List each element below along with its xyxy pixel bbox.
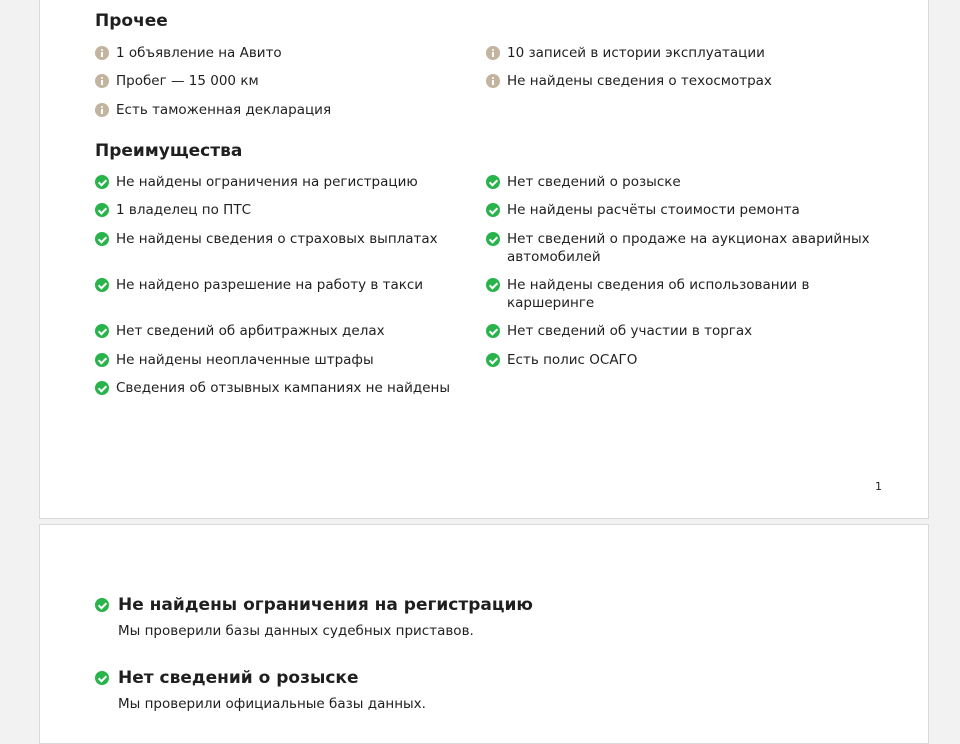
- advantage-item: [486, 351, 886, 369]
- info-icon: [95, 46, 109, 60]
- advantage-item: [95, 201, 465, 219]
- info-icon: [486, 74, 500, 88]
- advantage-item-text: Сведения об отзывных кампаниях не найдены: [116, 380, 451, 396]
- check-icon: [95, 671, 109, 685]
- other-item: [95, 72, 465, 90]
- check-icon: [95, 175, 109, 189]
- check-icon: [95, 203, 109, 217]
- other-item-text: 10 записей в истории эксплуатации: [507, 45, 765, 61]
- advantage-item-text: Не найдены ограничения на регистрацию: [116, 174, 418, 190]
- page-number: 1: [875, 480, 882, 493]
- advantage-item: [95, 379, 465, 397]
- info-icon: [95, 103, 109, 117]
- detail-block: [95, 667, 895, 713]
- advantage-item: [486, 230, 886, 266]
- advantage-item: [486, 201, 886, 219]
- advantage-item-text: Есть полис ОСАГО: [507, 352, 638, 368]
- check-icon: [486, 324, 500, 338]
- check-icon: [95, 232, 109, 246]
- advantage-item-text: Не найдены сведения о страховых выплатах: [116, 231, 438, 247]
- check-icon: [95, 381, 109, 395]
- advantage-item: [486, 276, 886, 312]
- other-section-title: Прочее: [95, 11, 168, 31]
- check-icon: [486, 278, 500, 292]
- other-item-text: 1 объявление на Авито: [116, 45, 282, 61]
- advantage-item-text: Не найдено разрешение на работу в такси: [116, 277, 424, 293]
- advantage-item-text: Нет сведений о продаже на аукционах аварийных автомобилей: [507, 231, 870, 265]
- detail-block: [95, 594, 895, 640]
- other-item: [95, 101, 465, 119]
- other-item-text: Не найдены сведения о техосмотрах: [507, 73, 772, 89]
- report-page-1: [39, 0, 929, 519]
- advantage-item-text: Нет сведений об арбитражных делах: [116, 323, 385, 339]
- check-icon: [486, 353, 500, 367]
- advantage-item-text: Нет сведений об участии в торгах: [507, 323, 753, 339]
- advantage-item: [95, 276, 465, 294]
- other-item: [95, 44, 465, 62]
- detail-title: Не найдены ограничения на регистрацию: [118, 595, 533, 615]
- advantage-item: [95, 230, 465, 248]
- detail-header: [95, 667, 895, 689]
- info-icon: [95, 74, 109, 88]
- advantage-item-text: Не найдены сведения об использовании в каршеринге: [507, 277, 810, 311]
- other-item-text: Есть таможенная декларация: [116, 102, 332, 118]
- advantage-item-text: Нет сведений о розыске: [507, 174, 681, 190]
- other-item-text: Пробег — 15 000 км: [116, 73, 259, 89]
- check-icon: [486, 232, 500, 246]
- detail-description: Мы проверили базы данных судебных приставов.: [118, 623, 474, 639]
- check-icon: [95, 598, 109, 612]
- advantage-item: [95, 173, 465, 191]
- check-icon: [95, 278, 109, 292]
- detail-description: Мы проверили официальные базы данных.: [118, 696, 426, 712]
- advantage-item-text: Не найдены расчёты стоимости ремонта: [507, 202, 800, 218]
- check-icon: [95, 324, 109, 338]
- advantages-section-title: Преимущества: [95, 141, 243, 161]
- other-item: [486, 44, 886, 62]
- advantage-item-text: Не найдены неоплаченные штрафы: [116, 352, 374, 368]
- advantage-item: [486, 322, 886, 340]
- other-item: [486, 72, 886, 90]
- detail-header: [95, 594, 895, 616]
- check-icon: [486, 175, 500, 189]
- advantage-item: [486, 173, 886, 191]
- info-icon: [486, 46, 500, 60]
- check-icon: [486, 203, 500, 217]
- report-page-2: [39, 524, 929, 744]
- advantage-item: [95, 351, 465, 369]
- detail-title: Нет сведений о розыске: [118, 668, 359, 688]
- advantage-item: [95, 322, 465, 340]
- advantage-item-text: 1 владелец по ПТС: [116, 202, 251, 218]
- check-icon: [95, 353, 109, 367]
